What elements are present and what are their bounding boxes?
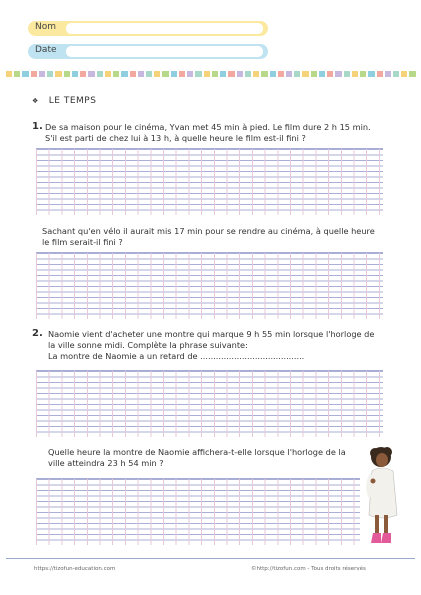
- decor-square: [294, 71, 300, 77]
- decor-square: [302, 71, 308, 77]
- decor-square: [105, 71, 111, 77]
- decor-square: [220, 71, 226, 77]
- question-1b-text: [42, 226, 375, 248]
- decor-square: [171, 71, 177, 77]
- section-title: [32, 96, 96, 106]
- question-2-text: [48, 329, 374, 362]
- question-1-number: 1.: [32, 121, 43, 132]
- decor-square: [278, 71, 284, 77]
- decor-square: [154, 71, 160, 77]
- girl-illustration: [363, 445, 403, 550]
- decor-square: [237, 71, 243, 77]
- question-1b-line-2: le film serait-il fini ?: [42, 237, 123, 247]
- decor-square: [22, 71, 28, 77]
- decor-square: [385, 71, 391, 77]
- question-2b-line-2: ville atteindra 23 h 54 min ?: [48, 458, 164, 468]
- decorative-color-strip: [6, 71, 416, 77]
- decor-square: [130, 71, 136, 77]
- decor-square: [393, 71, 399, 77]
- question-2b-line-1: Quelle heure la montre de Naomie affichera-t-elle lorsque l'horloge de la: [48, 447, 346, 457]
- decor-square: [261, 71, 267, 77]
- footer-left-link[interactable]: https://tizofun-education.com: [34, 566, 116, 572]
- question-2-line-3: La montre de Naomie a un retard de ........................................: [48, 351, 305, 361]
- decor-square: [360, 71, 366, 77]
- date-label: Date: [35, 45, 57, 55]
- writing-lines-1[interactable]: [36, 148, 383, 215]
- decor-square: [286, 71, 292, 77]
- decor-square: [121, 71, 127, 77]
- decor-square: [319, 71, 325, 77]
- diamond-bullet-icon: ❖: [32, 97, 39, 105]
- decor-square: [245, 71, 251, 77]
- decor-square: [88, 71, 94, 77]
- decor-square: [80, 71, 86, 77]
- decor-square: [179, 71, 185, 77]
- decor-square: [47, 71, 53, 77]
- decor-square: [14, 71, 20, 77]
- section-title-text: LE TEMPS: [48, 96, 97, 106]
- question-2-line-2: la ville sonne midi. Complète la phrase suivante:: [48, 340, 248, 350]
- decor-square: [138, 71, 144, 77]
- date-input-box[interactable]: [66, 46, 263, 57]
- decor-square: [327, 71, 333, 77]
- decor-square: [368, 71, 374, 77]
- footer-divider: [6, 558, 415, 559]
- question-1b-line-1: Sachant qu'en vélo il aurait mis 17 min pour se rendre au cinéma, à quelle heure: [42, 226, 375, 236]
- date-field[interactable]: [28, 44, 268, 59]
- decor-square: [335, 71, 341, 77]
- decor-square: [195, 71, 201, 77]
- decor-square: [228, 71, 234, 77]
- decor-square: [31, 71, 37, 77]
- decor-square: [72, 71, 78, 77]
- writing-lines-2[interactable]: [36, 252, 383, 319]
- name-field[interactable]: [28, 21, 268, 36]
- writing-lines-4[interactable]: [36, 478, 360, 545]
- decor-square: [113, 71, 119, 77]
- question-1-text: [45, 122, 371, 144]
- writing-lines-3[interactable]: [36, 370, 383, 437]
- decor-square: [352, 71, 358, 77]
- decor-square: [6, 71, 12, 77]
- decor-square: [212, 71, 218, 77]
- decor-square: [55, 71, 61, 77]
- decor-square: [204, 71, 210, 77]
- decor-square: [377, 71, 383, 77]
- decor-square: [39, 71, 45, 77]
- decor-square: [344, 71, 350, 77]
- decor-square: [270, 71, 276, 77]
- question-2b-text: [48, 447, 346, 469]
- question-1-line-1: De sa maison pour le cinéma, Yvan met 45 min à pied. Le film dure 2 h 15 min.: [45, 122, 371, 132]
- decor-square: [401, 71, 407, 77]
- decor-square: [162, 71, 168, 77]
- decor-square: [311, 71, 317, 77]
- decor-square: [187, 71, 193, 77]
- question-1-line-2: S'il est parti de chez lui à 13 h, à quelle heure le film est-il fini ?: [45, 133, 306, 143]
- question-2-number: 2.: [32, 328, 43, 339]
- decor-square: [409, 71, 415, 77]
- decor-square: [64, 71, 70, 77]
- decor-square: [97, 71, 103, 77]
- decor-square: [146, 71, 152, 77]
- footer-copyright: ©http://tizofun.com - Tous droits réservés: [251, 566, 366, 572]
- decor-square: [253, 71, 259, 77]
- name-label: Nom: [35, 22, 57, 32]
- question-2-line-1: Naomie vient d'acheter une montre qui marque 9 h 55 min lorsque l'horloge de: [48, 329, 375, 339]
- name-input-box[interactable]: [66, 23, 263, 34]
